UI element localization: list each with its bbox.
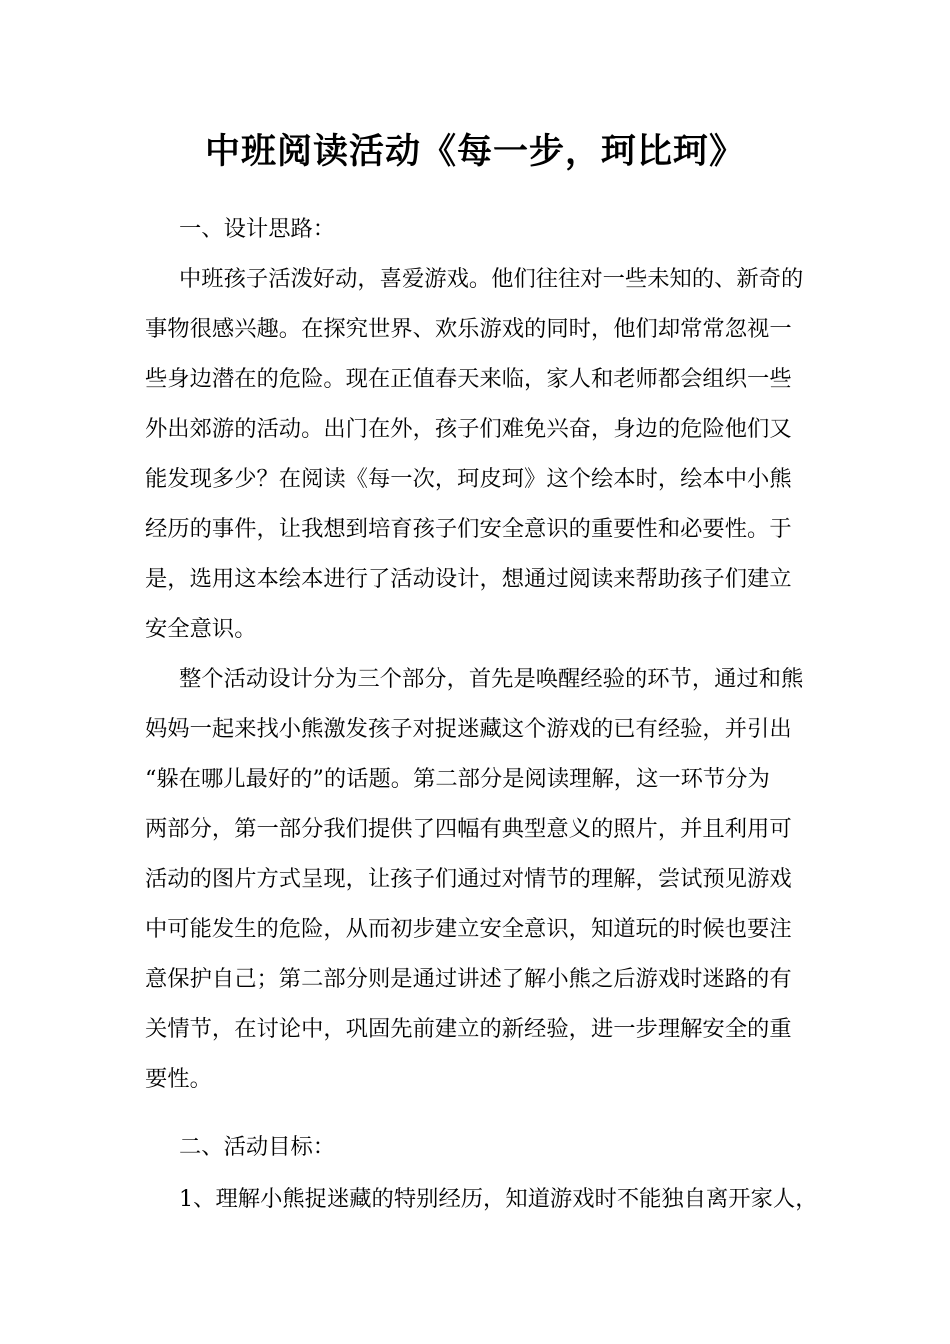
section-1 xyxy=(145,204,810,254)
paragraph-line: 外出郊游的活动。出门在外，孩子们难免兴奋，身边的危险他们又 xyxy=(145,416,792,442)
paragraph-line: 关情节，在讨论中，巩固先前建立的新经验，进一步理解安全的重 xyxy=(145,1016,792,1042)
paragraph-line: 些身边潜在的危险。现在正值春天来临，家人和老师都会组织一些 xyxy=(145,366,792,392)
paragraph-line: 活动的图片方式呈现，让孩子们通过对情节的理解，尝试预见游戏 xyxy=(145,866,792,892)
paragraph-line: 经历的事件，让我想到培育孩子们安全意识的重要性和必要性。于 xyxy=(145,516,792,542)
paragraph-line: 事物很感兴趣。在探究世界、欢乐游戏的同时，他们却常常忽视一 xyxy=(145,316,792,342)
paragraph-line: 中班孩子活泼好动，喜爱游戏。他们往往对一些未知的、新奇的 xyxy=(179,266,804,292)
section-1-heading: 一、设计思路： xyxy=(179,216,336,242)
paragraph-line: 能发现多少？在阅读《每一次，珂皮珂》这个绘本时，绘本中小熊 xyxy=(145,466,792,492)
paragraph-2 xyxy=(145,654,810,1104)
section-2-heading: 二、活动目标： xyxy=(179,1134,336,1160)
paragraph-line: 要性。 xyxy=(145,1066,212,1092)
paragraph-line: 妈妈一起来找小熊激发孩子对捉迷藏这个游戏的已有经验，并引出 xyxy=(145,716,792,742)
goal-list xyxy=(145,1174,818,1224)
paragraph-line: 安全意识。 xyxy=(145,616,257,642)
paragraph-line: 是，选用这本绘本进行了活动设计，想通过阅读来帮助孩子们建立 xyxy=(145,566,792,592)
paragraph-line: 中可能发生的危险，从而初步建立安全意识，知道玩的时候也要注 xyxy=(145,916,792,942)
section-2 xyxy=(145,1122,810,1172)
paragraph-line: “躲在哪儿最好的”的话题。第二部分是阅读理解，这一环节分为 xyxy=(145,766,770,792)
paragraph-line: 整个活动设计分为三个部分，首先是唤醒经验的环节，通过和熊 xyxy=(179,666,804,692)
paragraph-1 xyxy=(145,254,810,654)
paragraph-line: 意保护自己；第二部分则是通过讲述了解小熊之后游戏时迷路的有 xyxy=(145,966,792,992)
goal-item-1: 1、理解小熊捉迷藏的特别经历，知道游戏时不能独自离开家人， xyxy=(179,1186,818,1212)
paragraph-line: 两部分，第一部分我们提供了四幅有典型意义的照片，并且利用可 xyxy=(145,816,792,842)
document-title: 中班阅读活动《每一步，珂比珂》 xyxy=(204,131,745,172)
